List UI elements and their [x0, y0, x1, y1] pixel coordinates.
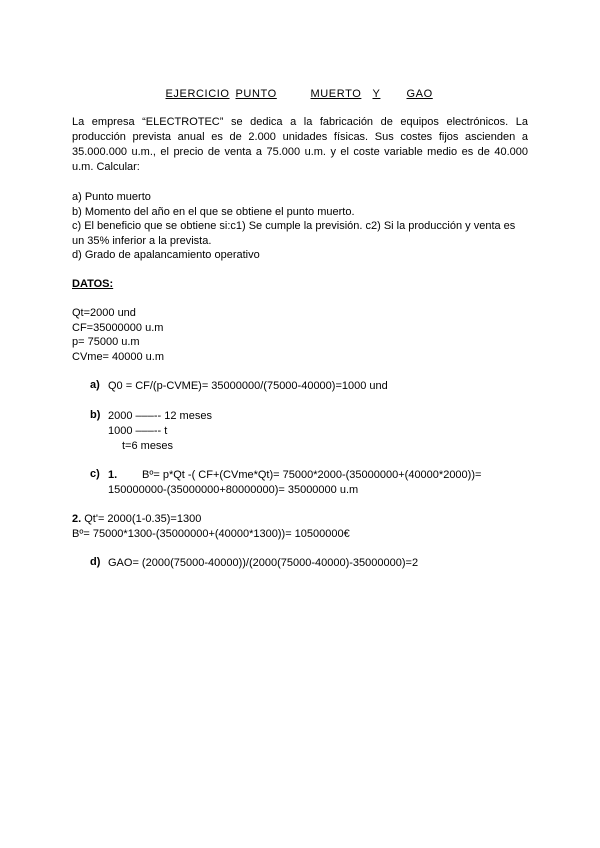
- answer-b-result: t=6 meses: [122, 440, 174, 452]
- answer-d-text: GAO= (2000(75000-40000))/(2000(75000-40000)-35000000)=2: [108, 557, 419, 569]
- title-word: Y: [372, 88, 381, 100]
- question-c: c) El beneficio que se obtiene si:c1) Se cumple la previsión. c2) Si la producción y venta es: [72, 220, 516, 232]
- answer-d-label: d): [90, 556, 101, 568]
- question-c-continued: un 35% inferior a la prevista.: [72, 235, 212, 247]
- answer-b-line: 2000 –––-- 12 meses: [108, 410, 212, 422]
- title-word: EJERCICIO: [165, 88, 230, 100]
- answer-a-label: a): [90, 379, 100, 391]
- answer-c-line: 150000000-(35000000+80000000)= 35000000 u.m: [108, 484, 359, 496]
- title-word: PUNTO: [235, 88, 277, 100]
- datos-line: Qt=2000 und: [72, 307, 136, 319]
- answer-c2-number: 2.: [72, 513, 82, 525]
- answer-c-label: c): [90, 468, 100, 480]
- datos-line: p= 75000 u.m: [72, 336, 140, 348]
- answer-c2-line: Bº= 75000*1300-(35000000+(40000*1300))= 10500000€: [72, 528, 350, 540]
- question-d: d) Grado de apalancamiento operativo: [72, 249, 260, 261]
- datos-line: CVme= 40000 u.m: [72, 351, 165, 363]
- datos-line: CF=35000000 u.m: [72, 322, 164, 334]
- intro-paragraph: La empresa “ELECTROTEC” se dedica a la fabricación de equipos electrónicos. La producción prevista anual es de 2.000 unidades físicas. Sus costes fijos ascienden a 35.000.000 u.m., el precio de venta a 75.000 u.m. y el coste variable medio es de 40.000 u.m. Calcular:: [72, 116, 528, 173]
- answer-c-line: Bº= p*Qt -( CF+(CVme*Qt)= 75000*2000-(35000000+(40000*2000))=: [142, 469, 482, 481]
- title-word: MUERTO: [310, 88, 362, 100]
- document-title: [0, 88, 600, 100]
- answer-b-label: b): [90, 409, 101, 421]
- answer-c2-line: [72, 512, 201, 527]
- answer-c2-text: Qt'= 2000(1-0.35)=1300: [81, 513, 202, 525]
- answer-c-number: 1.: [108, 469, 118, 481]
- answer-b-line: 1000 –––-- t: [108, 425, 168, 437]
- question-b: b) Momento del año en el que se obtiene el punto muerto.: [72, 206, 355, 218]
- datos-heading: DATOS:: [72, 278, 114, 290]
- answer-a-text: Q0 = CF/(p-CVME)= 35000000/(75000-40000)=1000 und: [108, 380, 388, 392]
- question-a: a) Punto muerto: [72, 191, 151, 203]
- title-word: GAO: [406, 88, 433, 100]
